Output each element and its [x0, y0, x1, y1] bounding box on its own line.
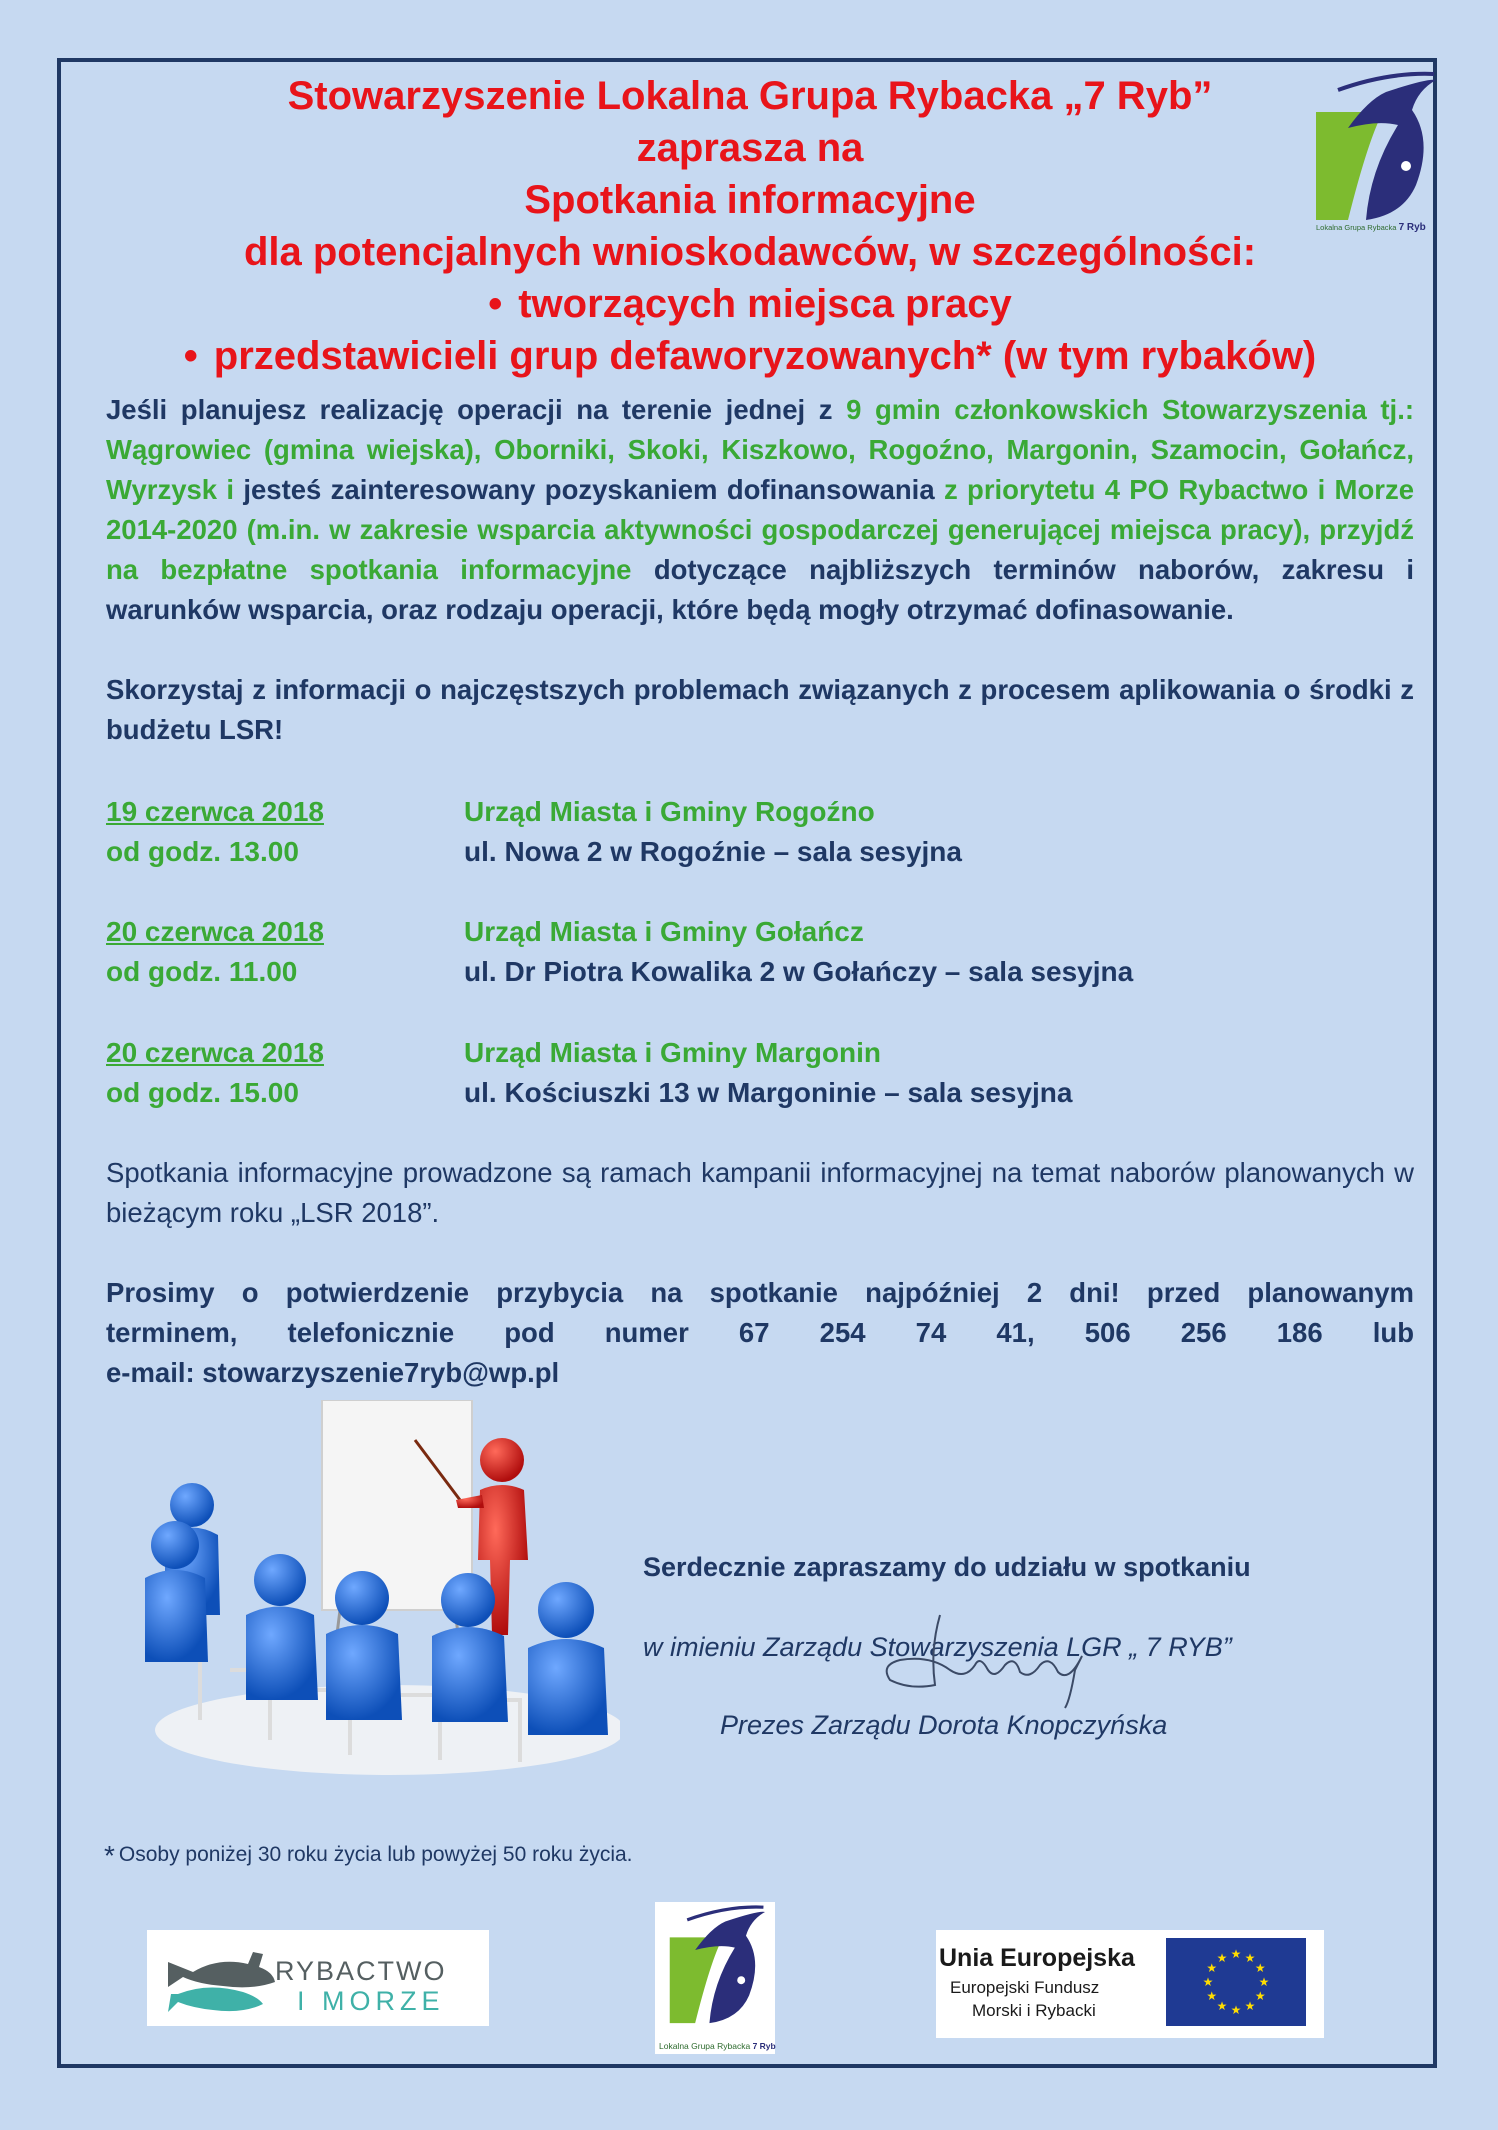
meeting-place: Urząd Miasta i Gminy Rogoźno [464, 796, 875, 827]
meeting-date: 20 czerwca 2018 [106, 916, 324, 947]
intro-paragraph-2: Skorzystaj z informacji o najczęstszych problemach związanych z procesem aplikowania o środki z budżetu LSR! [106, 674, 1414, 745]
eu-flag-icon [1166, 1938, 1306, 2026]
meeting-date: 20 czerwca 2018 [106, 1037, 324, 1068]
eu-emfaf-logo [936, 1930, 1324, 2038]
lgr-logo-caption: Lokalna Grupa Rybacka 7 Ryb [659, 2041, 776, 2051]
confirm-line-1: Prosimy o potwierdzenie przybycia na spotkanie najpóźniej 2 dni! przed planowanym [106, 1277, 1414, 1308]
eu-star-icon: ★ [1244, 1999, 1256, 2014]
meeting-place: Urząd Miasta i Gminy Margonin [464, 1037, 881, 1068]
title-bullet-2: • przedstawicieli grup defaworyzowanych* (w tym rybaków) [183, 334, 1317, 378]
title-line-4: dla potencjalnych wnioskodawców, w szczególności: [243, 230, 1257, 274]
meeting-time: od godz. 15.00 [106, 1077, 299, 1108]
eu-star-icon: ★ [1258, 1975, 1270, 1989]
meeting-time: od godz. 13.00 [106, 836, 299, 867]
bullet-icon: • [183, 334, 198, 378]
eu-star-icon: ★ [1206, 1989, 1218, 2003]
eu-fund-line-1: Europejski Fundusz [950, 1978, 1100, 1997]
fish-icon [163, 1942, 283, 2022]
rybactwo-text: RYBACTWO [275, 1956, 447, 1986]
meeting-date: 19 czerwca 2018 [106, 796, 324, 827]
eu-star-icon: ★ [1216, 1950, 1228, 1965]
handwritten-signature [870, 1610, 1100, 1710]
title-line-1: Stowarzyszenie Lokalna Grupa Rybacka „7 Ryb” [287, 74, 1213, 118]
closing-president: Prezes Zarządu Dorota Knopczyńska [720, 1710, 1168, 1740]
meeting-time: od godz. 11.00 [106, 956, 298, 987]
confirm-line-2: terminem, telefonicznie pod numer 67 254 74 41, 506 256 186 lub [106, 1317, 1414, 1348]
intro-paragraph: Jeśli planujesz realizację operacji na terenie jednej z 9 gmin członkowskich Stowarzyszenia tj.: Wągrowiec (gmina wiejska), Oborniki, Skoki, Kiszkowo, Rogoźno, Margonin, Szamocin, Gołańcz, Wyrzysk i jesteś zainteresowany pozyskaniem dofinansowania z priorytetu 4 PO Rybactwo i Morze 2014-2020 (m.in. w zakresie wsparcia aktywności gospodarczej generującej miejsca pracy), przyjdź na bezpłatne spotkania informacyjne dotyczące najbliższych terminów naborów, zakresu i warunków wsparcia, oraz rodzaju operacji, które będą mogły otrzymać dofinasowanie. [106, 394, 1415, 625]
confirm-paragraph [106, 1273, 1414, 1393]
meeting-address: ul. Kościuszki 13 w Margoninie – sala sesyjna [464, 1077, 1073, 1108]
title-line-2: zaprasza na [636, 126, 864, 170]
eu-star-icon: ★ [1216, 1999, 1228, 2014]
title-bullet-1: • tworzących miejsca pracy [488, 282, 1012, 326]
presentation-illustration [140, 1400, 620, 1775]
eu-fund-line-2: Morski i Rybacki [972, 2001, 1096, 2020]
eu-star-icon: ★ [1244, 1950, 1256, 1965]
confirm-email: e-mail: stowarzyszenie7ryb@wp.pl [106, 1357, 560, 1388]
lgr-logo-top-caption: Lokalna Grupa Rybacka 7 Ryb [1316, 222, 1426, 233]
title-line-3: Spotkania informacyjne [524, 178, 976, 222]
meeting-address: ul. Dr Piotra Kowalika 2 w Gołańczy – sala sesyjna [464, 956, 1134, 987]
bullet-icon: • [488, 282, 503, 326]
meeting-address: ul. Nowa 2 w Rogoźnie – sala sesyjna [464, 836, 962, 867]
eu-star-icon: ★ [1230, 1947, 1242, 1961]
morze-text: I MORZE [297, 1986, 445, 2016]
footnote-asterisk: * [104, 1840, 115, 1871]
closing-behalf: w imieniu Zarządu Stowarzyszenia LGR „ 7 RYB” [643, 1632, 1232, 1662]
rybactwo-i-morze-logo [147, 1930, 489, 2026]
lgr-logo-bottom [655, 1902, 775, 2054]
closing-invite: Serdecznie zapraszamy do udziału w spotkaniu [643, 1552, 1251, 1582]
meeting-place: Urząd Miasta i Gminy Gołańcz [464, 916, 864, 947]
lgr-logo-top [1308, 70, 1438, 240]
eu-star-icon: ★ [1202, 1975, 1214, 1989]
eu-star-icon: ★ [1254, 1961, 1266, 1975]
footnote: * Osoby poniżej 30 roku życia lub powyżej 50 roku życia. [104, 1840, 633, 1871]
eu-star-icon: ★ [1230, 2003, 1242, 2017]
eu-star-icon: ★ [1254, 1989, 1266, 2003]
poster-title [90, 70, 1410, 382]
eu-title: Unia Europejska [939, 1944, 1135, 1972]
eu-star-icon: ★ [1206, 1961, 1218, 1975]
campaign-paragraph: Spotkania informacyjne prowadzone są ramach kampanii informacyjnej na temat naborów planowanych w bieżącym roku „LSR 2018”. [106, 1157, 1414, 1228]
